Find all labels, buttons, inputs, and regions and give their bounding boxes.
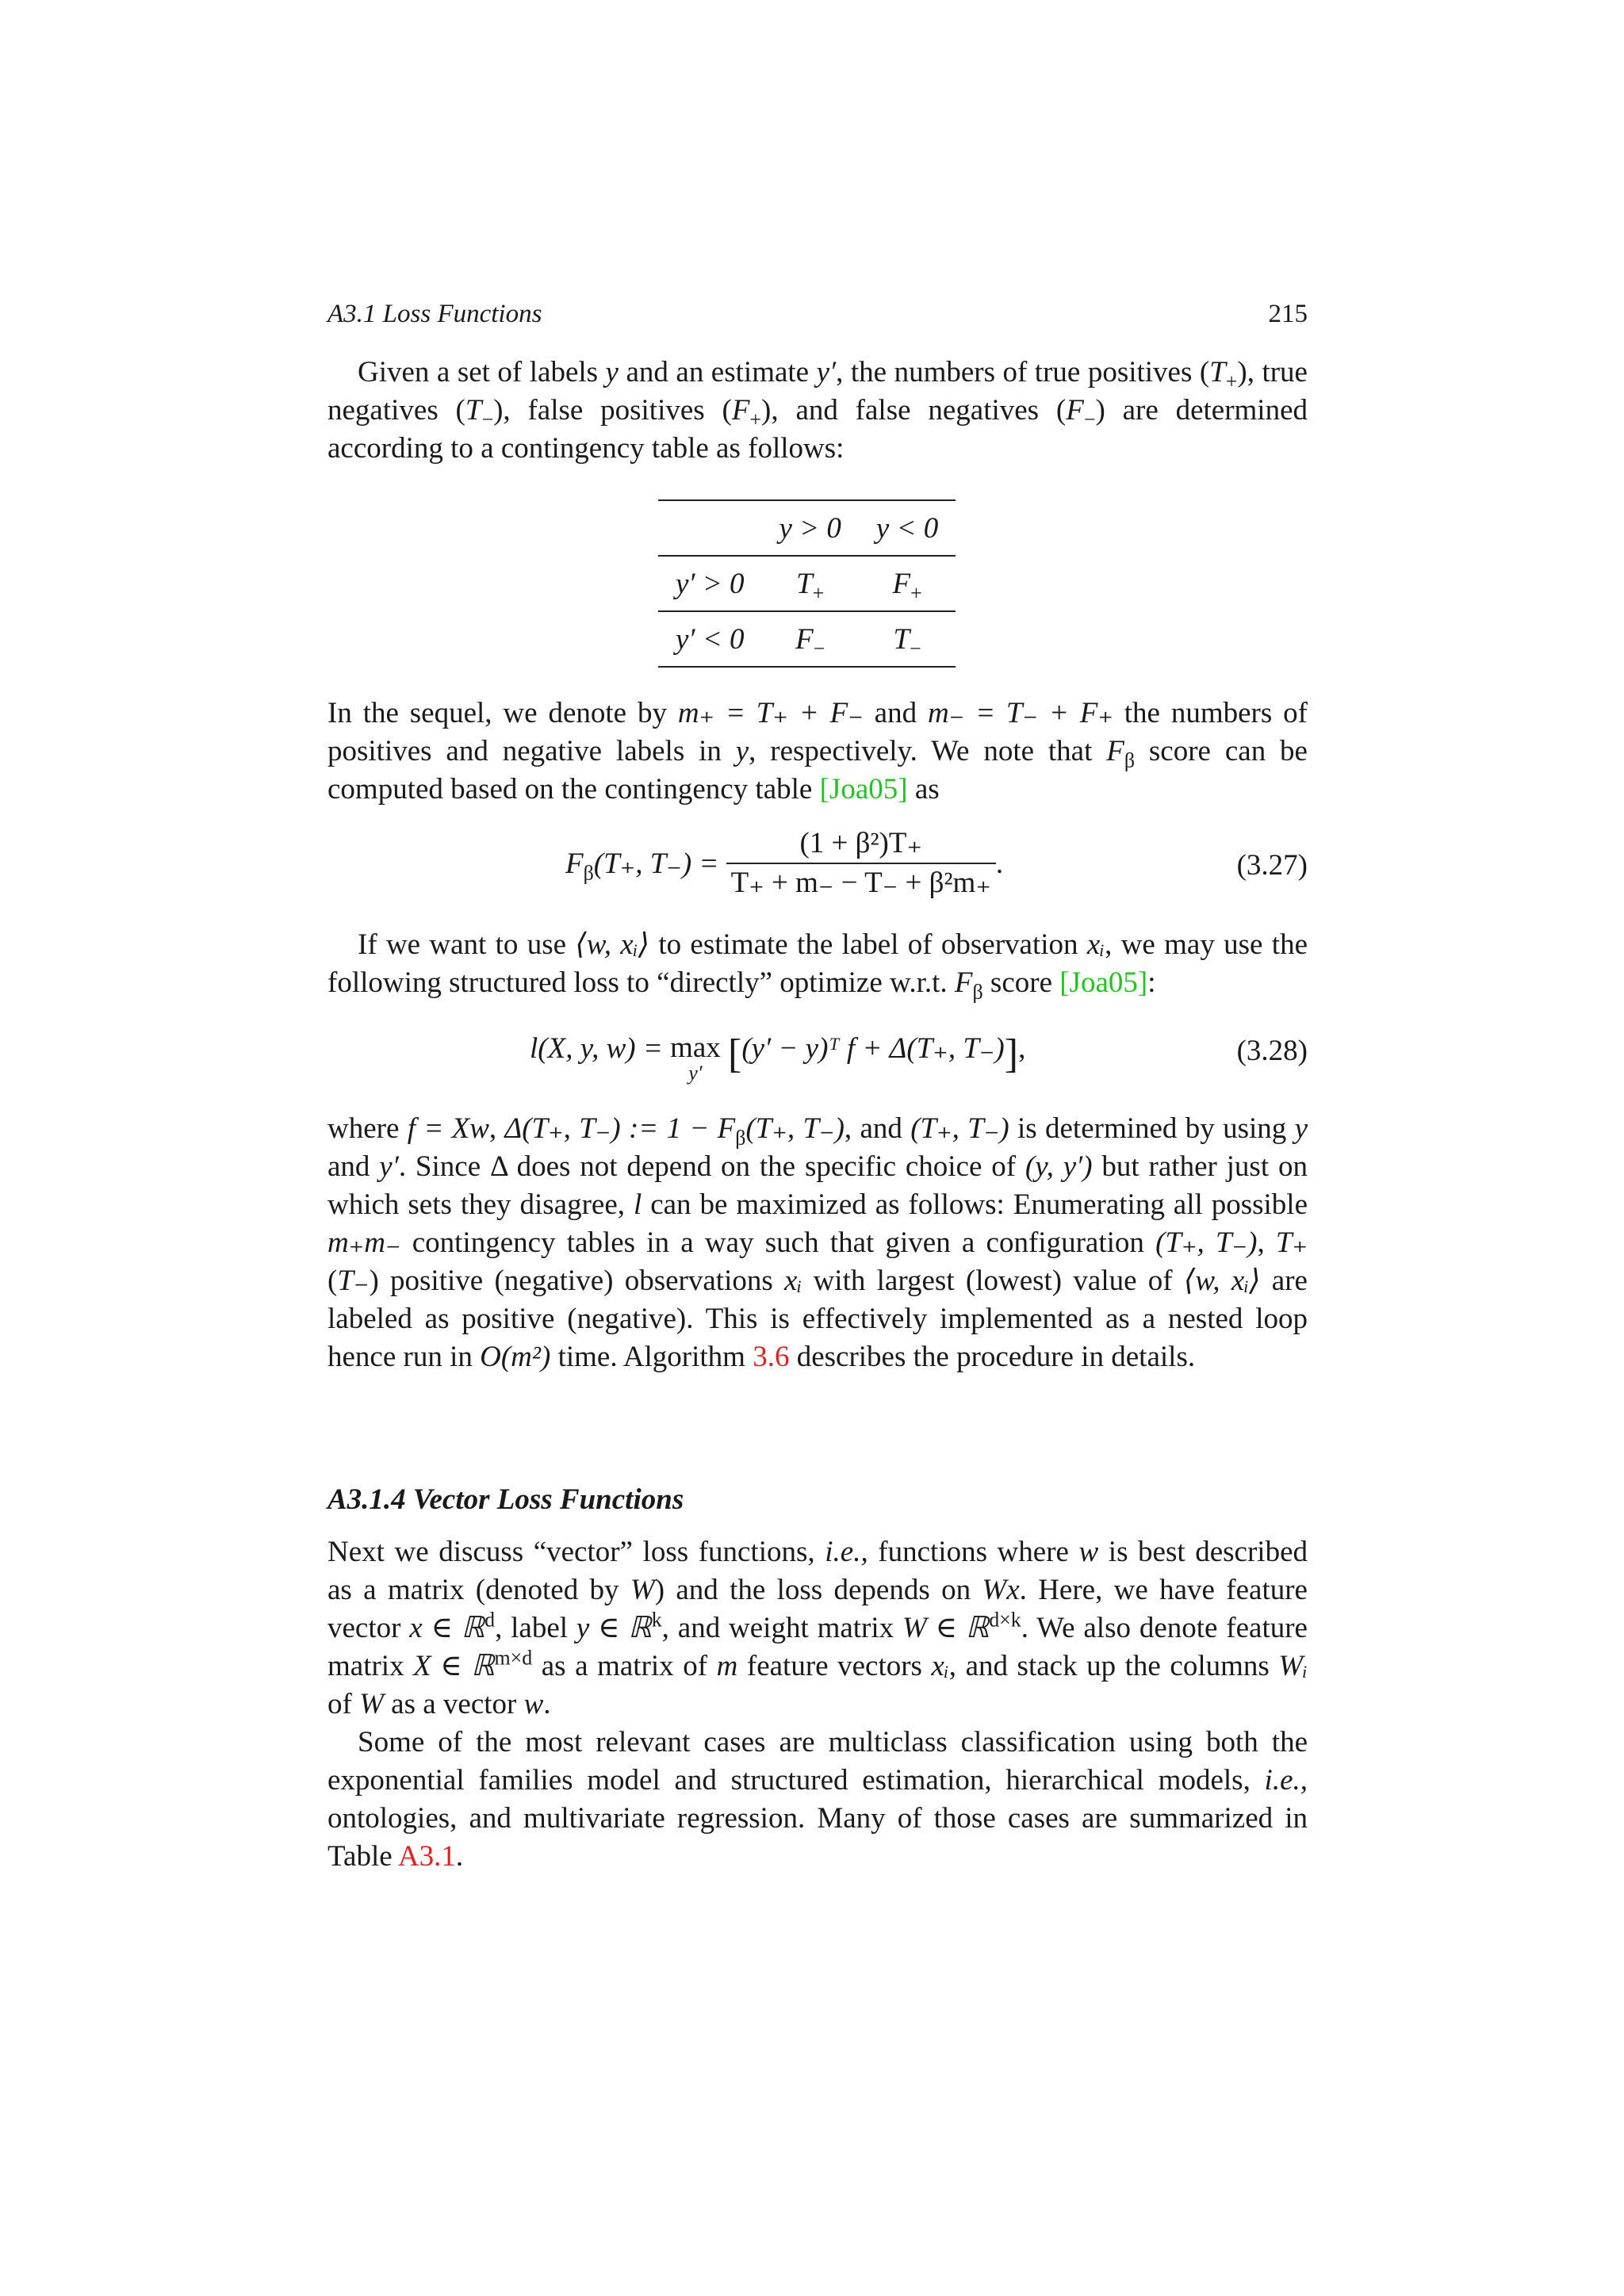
table-cell: $F_-$: [761, 611, 858, 667]
algorithm-reference-link[interactable]: 3.6: [753, 1341, 790, 1373]
citation-link[interactable]: [Joa05]: [1059, 966, 1148, 999]
table-row: [658, 556, 956, 611]
equation-fraction: $\frac{\text{(1 + β²)T₊}}{\text{T₊ + m₋ − T₋ + β²m₊}}$: [726, 825, 996, 902]
table-col-header: y < 0: [859, 500, 956, 556]
table-cell: $T_-$: [859, 611, 956, 667]
equation-3-28: l(X, y, w) = max y′ [(y′ − y)ᵀ f + Δ(T₊, T₋)], (3.28): [530, 1031, 1308, 1085]
table-cell: $T_+$: [761, 556, 858, 611]
running-title: A3.1 Loss Functions: [327, 300, 542, 328]
section-heading: A3.1.4 Vector Loss Functions: [327, 1483, 684, 1516]
citation-link[interactable]: [Joa05]: [819, 773, 908, 806]
table-cell: $F_+$: [859, 556, 956, 611]
running-header: [327, 300, 1308, 338]
table-row: [658, 611, 956, 667]
paragraph-vector-loss: Next we discuss “vector” loss functions, i.e., functions where w is best described as a matrix (denoted by W) and the loss depends on Wx. Here, we have feature vector x ∈ ℝ$^d$, label y ∈ ℝ$^k$, and weight matrix W ∈ ℝ$^{d\times k}$. We also denote feature matrix X ∈ ℝ$^{m\times d}$ as a matrix of m feature vectors xᵢ, and stack up the columns Wᵢ of W as a vector w.: [327, 1536, 1308, 1720]
paragraph-sequel: In the sequel, we denote by m₊ = T₊ + F₋ and m₋ = T₋ + F₊ the numbers of positives and negative labels in y, respectively. We note that $F_\beta$ score can be computed based on the contingency table [Joa05] as: [327, 697, 1308, 806]
table-reference-link[interactable]: A3.1: [397, 1840, 456, 1873]
equation-number: (3.28): [1236, 1035, 1308, 1067]
paragraph-relevant-cases: Some of the most relevant cases are multiclass classification using both the exponential families model and structured estimation, hierarchical models, i.e., ontologies, and multivariate regression. Many of those cases are summarized in Table A3.1.: [327, 1726, 1308, 1873]
equation-3-27: $F_\beta(T_+$, T₋) = $\frac{\text{(1 + β²)T₊}}{\text{T₊ + m₋ − T₋ + β²m₊}}$ . (3.27): [327, 825, 1308, 912]
equation-number: (3.27): [1236, 849, 1308, 882]
paragraph-structured-loss: If we want to use ⟨w, xᵢ⟩ to estimate the label of observation xᵢ, we may use the following structured loss to “directly” optimize w.r.t. $F_\beta$ score [Joa05]:: [327, 928, 1308, 1004]
table-header-row: [658, 500, 956, 556]
table-row-header: y′ < 0: [658, 611, 761, 667]
paragraph-where: where f = Xw, Δ(T₊, T₋) := $1 - F_\beta(T_+$, T₋), and (T₊, T₋) is determined by using y and y′. Since Δ does not depend on the specific choice of (y, y′) but rather just on which sets they disagree, l can be maximized as follows: Enumerating all possible m₊m₋ contingency tables in a way such that given a configuration (T₊, T₋), T₊ (T₋) positive (negative) observations xᵢ with largest (lowest) value of ⟨w, xᵢ⟩ are labeled as positive (negative). This is effectively implemented as a nested loop hence run in O(m²) time. Algorithm 3.6 describes the procedure in details.: [327, 1112, 1308, 1373]
table-row-header: y′ > 0: [658, 556, 761, 611]
page-number: 215: [1268, 300, 1308, 328]
paragraph-contingency-intro: Given a set of labels y and an estimate y′, the numbers of true positives $(T_+)$, true negatives $(T_-)$, false positives $(F_+)$, and false negatives $(F_-)$ are determined according to a contingency table as follows:: [327, 356, 1308, 465]
contingency-table: [658, 499, 956, 668]
table-col-header: y > 0: [761, 500, 858, 556]
